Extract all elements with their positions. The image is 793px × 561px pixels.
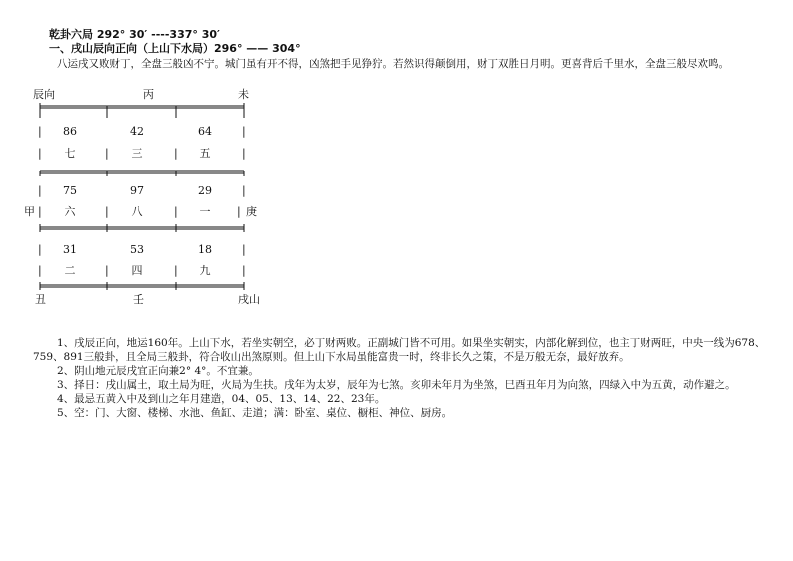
note-item: 1、戌辰正向，地运160年。上山下水，若坐实朝空，必丁财两败。正副城门皆不可用。如果坐实朝实，内部化解到位，也主丁财两旺，中央一线为678、759、891三般卦，且全局三般卦，符合收山出煞原则。但上山下水局虽能富贵一时，终非长久之策，不是万般无奈，最好放弃。 [33,337,766,363]
note-item: 4、最忌五黄入中及到山之年月建造，04、05、13、14、22、23年。 [57,393,386,405]
grid-bar: | [242,264,246,277]
notes-section [33,336,768,420]
section-heading: 一、戌山辰向正向（上山下水局）296° —— 304° [49,42,301,55]
palace-stars: 75 [63,184,77,197]
compass-left: 甲 [24,205,35,218]
grid-bar: | [237,205,241,218]
compass-top-center: 丙 [143,88,154,101]
palace-stars: 18 [198,243,212,256]
compass-bottom-center: 壬 [133,293,144,306]
compass-top-left: 辰向 [33,88,55,101]
palace-stars: 53 [130,243,144,256]
grid-bar: | [174,205,178,218]
grid-bar: | [38,205,42,218]
compass-top-right: 未 [238,88,249,101]
grid-bar: | [242,147,246,160]
palace-base: 四 [131,264,143,277]
grid-bar: | [38,125,42,138]
palace-stars: 97 [130,184,144,197]
intro-text: 八运戌又败财丁，全盘三般凶不宁。城门虽有开不得，凶煞把手见狰狞。若然识得颠倒用，财丁双胜日月明。更喜背后千里水，全盘三般尽欢鸣。 [57,58,729,70]
palace-stars: 29 [198,184,212,197]
grid-bar: | [242,184,246,197]
palace-base: 八 [131,205,143,218]
palace-base: 九 [199,264,211,277]
grid-bar: | [174,264,178,277]
grid-bar: | [242,243,246,256]
grid-bar: | [242,125,246,138]
palace-stars: 42 [130,125,144,138]
grid-bar: | [38,184,42,197]
compass-right: 庚 [246,205,257,218]
grid-bar: | [174,147,178,160]
note-item: 3、择日：戌山属土，取土局为旺，火局为生扶。戌年为太岁，辰年为七煞。亥卯未年月为坐煞，巳酉丑年月为向煞，四绿入中为五黄，动作避之。 [57,379,736,391]
palace-base: 一 [199,205,211,218]
grid-bar: | [105,205,109,218]
palace-base: 五 [199,147,211,160]
compass-bottom-right: 戌山 [238,293,260,306]
grid-bar: | [38,243,42,256]
grid-bar: | [105,264,109,277]
grid-bar: | [38,147,42,160]
palace-base: 七 [64,147,76,160]
palace-stars: 64 [198,125,212,138]
palace-base: 三 [131,147,143,160]
compass-bottom-left: 丑 [35,293,46,306]
grid-bar: | [105,147,109,160]
intro-verse [33,57,768,71]
grid-bar: | [38,264,42,277]
palace-base: 二 [64,264,76,277]
palace-base: 六 [64,205,76,218]
note-item: 5、空：门、大窗、楼梯、水池、鱼缸、走道；满：卧室、桌位、橱柜、神位、厨房。 [57,407,453,419]
page-title: 乾卦六局 292° 30′ ----337° 30′ [49,28,220,41]
note-item: 2、阴山地元辰戌宜正向兼2° 4°。不宜兼。 [57,365,259,377]
palace-stars: 31 [63,243,77,256]
palace-stars: 86 [63,125,77,138]
